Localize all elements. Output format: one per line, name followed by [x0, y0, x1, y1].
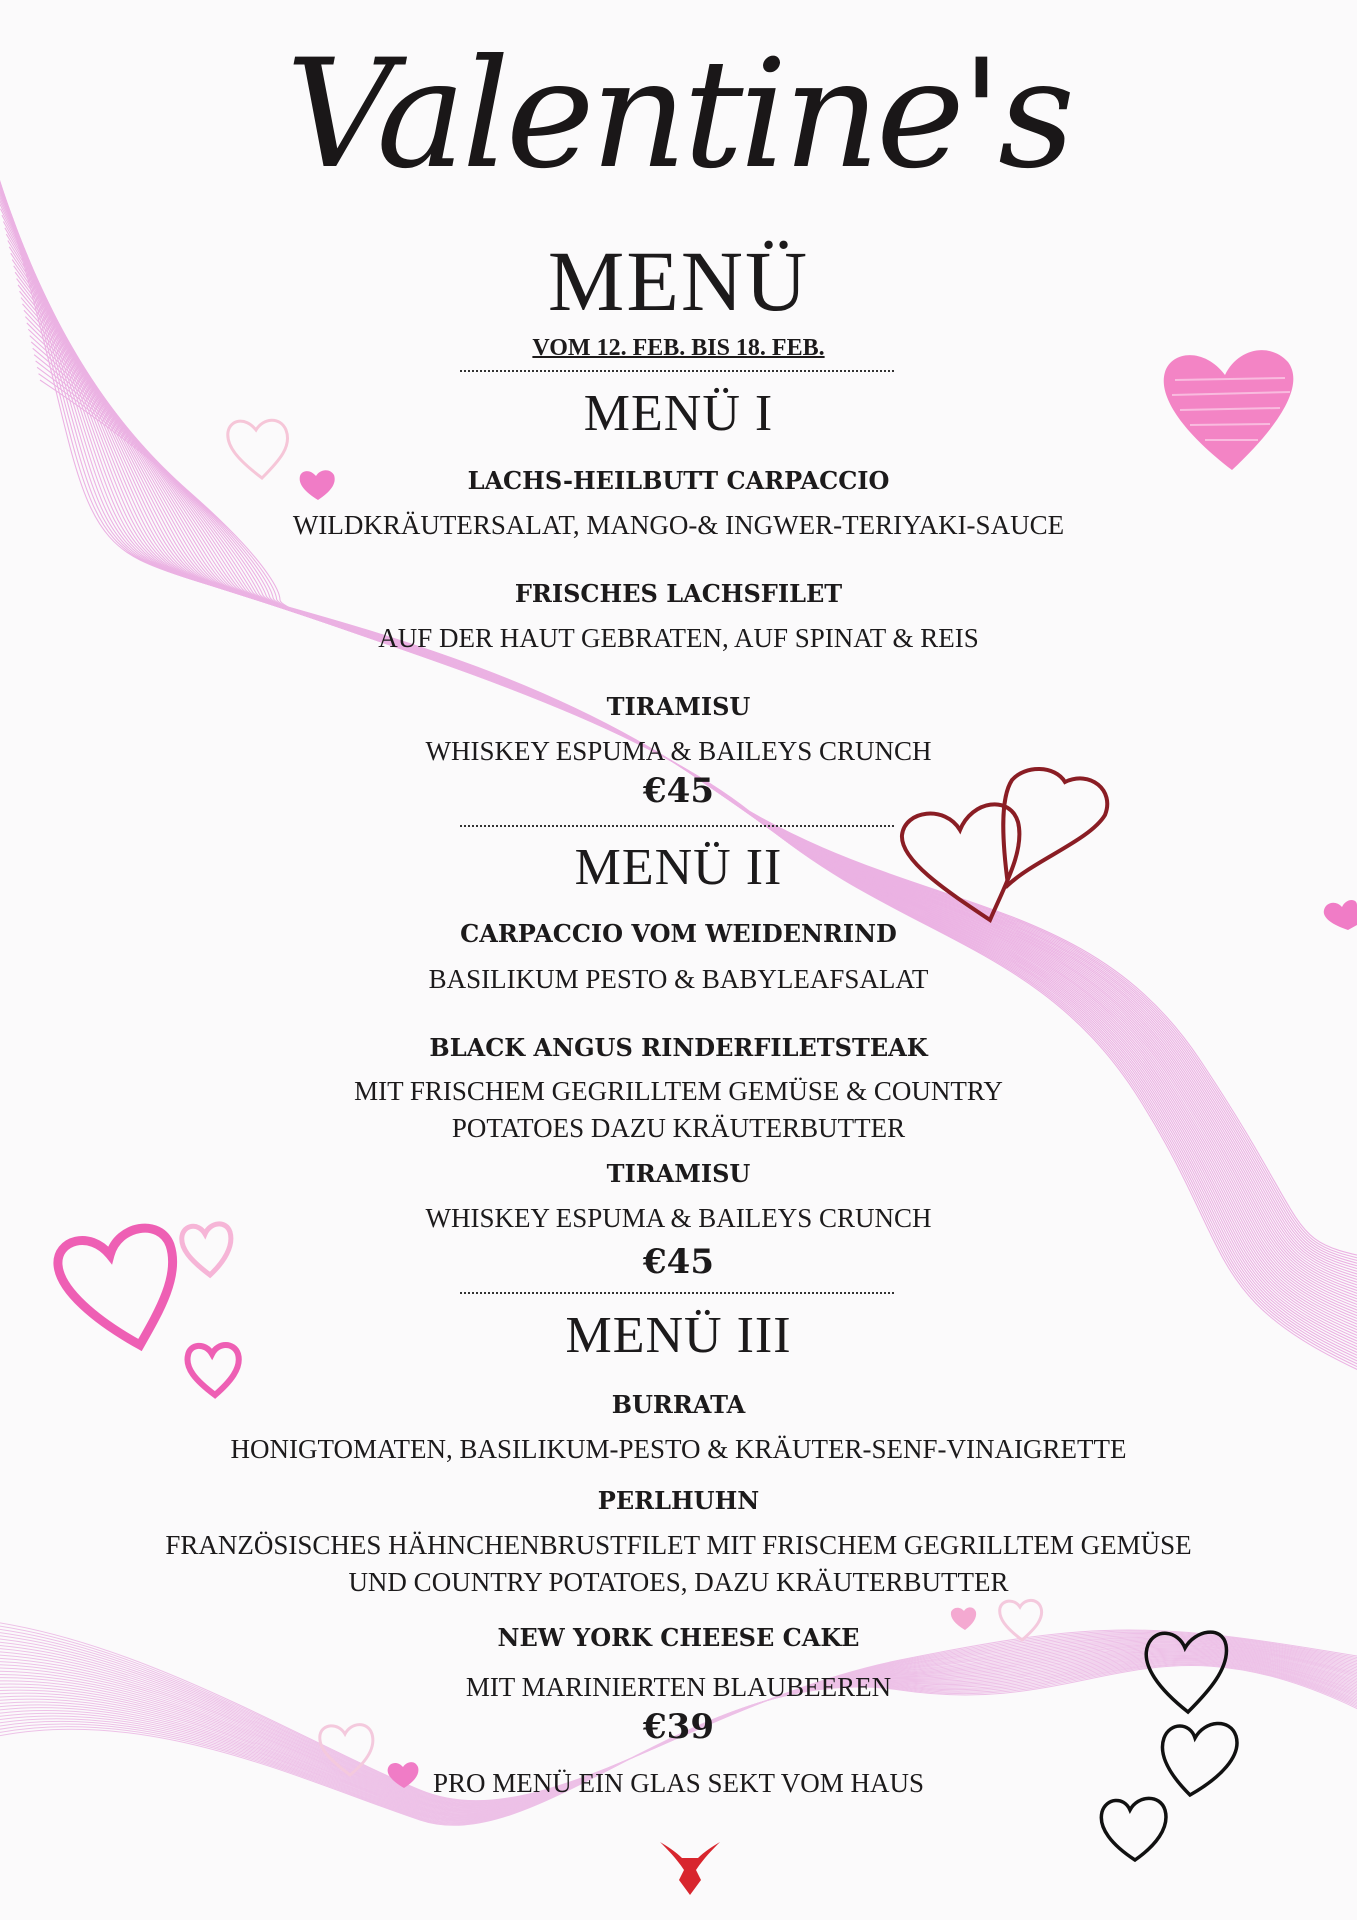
footer-note: PRO MENÜ EIN GLAS SEKT VOM HAUS — [432, 1768, 925, 1798]
menu-1-price: €45 — [643, 771, 714, 811]
date-range-text: VOM 12. FEB. BIS 18. FEB. — [532, 335, 825, 361]
menu-2-course-3-name: TIRAMISU — [606, 1159, 751, 1188]
dotted-separator — [460, 1292, 894, 1294]
menu-2-course-3-desc: WHISKEY ESPUMA & BAILEYS CRUNCH — [425, 1203, 932, 1233]
menu-2-course-1-desc: BASILIKUM PESTO & BABYLEAFSALAT — [428, 964, 929, 994]
menu-1-course-2-desc: AUF DER HAUT GEBRATEN, AUF SPINAT & REIS — [378, 623, 979, 653]
page-title: Valentine's — [285, 28, 1072, 202]
menu-3-course-3-desc: MIT MARINIERTEN BLAUBEEREN — [465, 1672, 892, 1702]
menu-1-course-1-name: LACHS-HEILBUTT CARPACCIO — [467, 466, 890, 495]
menu-3-course-1-name: BURRATA — [611, 1390, 746, 1419]
menu-1-course-3-desc: WHISKEY ESPUMA & BAILEYS CRUNCH — [425, 736, 932, 766]
menu-2-title: MENÜ II — [574, 839, 783, 896]
menu-1-course-3-name: TIRAMISU — [606, 692, 751, 721]
menu-2-course-2-desc-line-1: MIT FRISCHEM GEGRILLTEM GEMÜSE & COUNTRY — [354, 1076, 1003, 1106]
menu-2-course-2-name: BLACK ANGUS RINDERFILETSTEAK — [429, 1033, 928, 1062]
menu-2-course-1-name: CARPACCIO VOM WEIDENRIND — [460, 919, 897, 948]
menu-1-title: MENÜ I — [583, 385, 774, 442]
bull-horns-logo-icon — [660, 1842, 720, 1895]
menu-2-price: €45 — [643, 1242, 714, 1282]
menu-3-price: €39 — [643, 1707, 714, 1747]
menu-3-course-2-desc-line-2: UND COUNTRY POTATOES, DAZU KRÄUTERBUTTER — [348, 1567, 1009, 1597]
menu-3-course-2-desc-line-1: FRANZÖSISCHES HÄHNCHENBRUSTFILET MIT FRISCHEM GEGRILLTEM GEMÜSE — [165, 1530, 1192, 1560]
menu-3-course-1-desc: HONIGTOMATEN, BASILIKUM-PESTO & KRÄUTER-SENF-VINAIGRETTE — [230, 1434, 1127, 1464]
date-range — [0, 335, 1357, 362]
dotted-separator — [460, 825, 894, 827]
menu-2-course-2-desc-line-2: POTATOES DAZU KRÄUTERBUTTER — [451, 1113, 906, 1143]
menu-1-course-1-desc: WILDKRÄUTERSALAT, MANGO-& INGWER-TERIYAKI-SAUCE — [292, 510, 1065, 540]
menu-3-title: MENÜ III — [565, 1307, 792, 1364]
page-subtitle: MENÜ — [547, 233, 810, 329]
menu-3-course-3-name: NEW YORK CHEESE CAKE — [497, 1623, 860, 1652]
menu-3-course-2-name: PERLHUHN — [597, 1486, 760, 1515]
menu-1-course-2-name: FRISCHES LACHSFILET — [514, 579, 843, 608]
dotted-separator — [460, 370, 894, 372]
